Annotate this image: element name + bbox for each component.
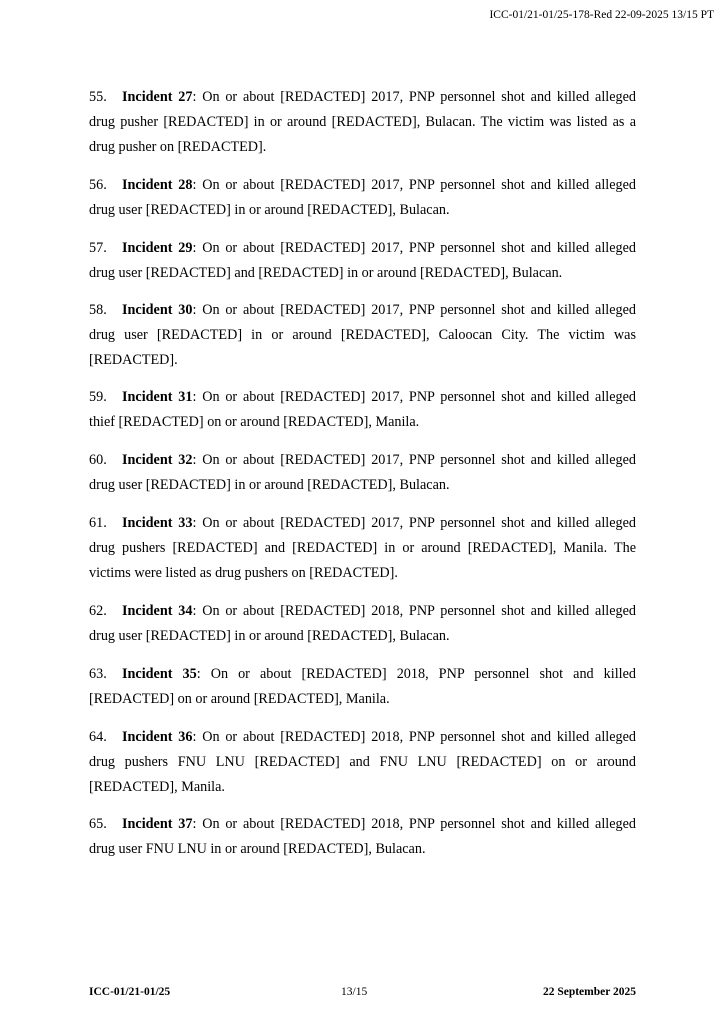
- paragraph-text: : On or about [REDACTED] 2018, PNP personnel shot and killed alleged drug user FNU LNU in or around [REDACTED], Bulacan.: [89, 816, 637, 857]
- paragraph-60: [89, 448, 636, 498]
- paragraph-text: : On or about [REDACTED] 2017, PNP personnel shot and killed alleged thief [REDACTED] on or around [REDACTED], Manila.: [89, 389, 637, 430]
- page-footer: [89, 986, 636, 1002]
- paragraph-62: [89, 599, 636, 649]
- paragraph-55: [89, 85, 636, 160]
- paragraph-number: 61.: [89, 515, 107, 531]
- paragraph-text: : On or about [REDACTED] 2018, PNP personnel shot and killed [REDACTED] on or around [REDACTED], Manila.: [89, 666, 636, 707]
- paragraph-text: : On or about [REDACTED] 2018, PNP personnel shot and killed alleged drug pushers FNU LNU [REDACTED] and FNU LNU [REDACTED] on or around [REDACTED], Manila.: [89, 729, 637, 795]
- paragraph-number: 57.: [89, 240, 107, 256]
- paragraph-56: [89, 173, 636, 223]
- incident-label: Incident 36: [122, 729, 193, 745]
- paragraph-59: [89, 385, 636, 435]
- paragraph-65: [89, 812, 636, 862]
- paragraph-number: 55.: [89, 89, 107, 105]
- paragraph-63: [89, 662, 636, 712]
- incident-label: Incident 33: [122, 515, 193, 531]
- paragraph-text: : On or about [REDACTED] 2017, PNP personnel shot and killed alleged drug user [REDACTED] and [REDACTED] in or around [REDACTED], Bulacan.: [89, 240, 637, 281]
- paragraph-number: 59.: [89, 389, 107, 405]
- footer-page-number: 13/15: [341, 986, 368, 998]
- paragraph-number: 62.: [89, 603, 107, 619]
- incident-label: Incident 29: [122, 240, 193, 256]
- paragraph-number: 58.: [89, 302, 107, 318]
- incident-label: Incident 30: [122, 302, 193, 318]
- footer-case-number: ICC-01/21-01/25: [89, 986, 171, 998]
- incident-label: Incident 37: [122, 816, 193, 832]
- incident-label: Incident 35: [122, 666, 197, 682]
- incident-label: Incident 28: [122, 177, 193, 193]
- paragraph-number: 65.: [89, 816, 107, 832]
- incident-label: Incident 31: [122, 389, 193, 405]
- paragraph-text: : On or about [REDACTED] 2017, PNP personnel shot and killed alleged drug user [REDACTED] in or around [REDACTED], Caloocan City. The victim was [REDACTED].: [89, 302, 637, 368]
- paragraph-number: 60.: [89, 452, 107, 468]
- document-reference-header: ICC-01/21-01/25-178-Red 22-09-2025 13/15 PT: [489, 9, 714, 21]
- paragraph-61: [89, 511, 636, 586]
- incident-label: Incident 32: [122, 452, 193, 468]
- paragraph-text: : On or about [REDACTED] 2017, PNP personnel shot and killed alleged drug user [REDACTED] in or around [REDACTED], Bulacan.: [89, 177, 637, 218]
- incident-label: Incident 27: [122, 89, 193, 105]
- footer-date: 22 September 2025: [542, 986, 636, 998]
- paragraph-number: 63.: [89, 666, 107, 682]
- paragraph-64: [89, 725, 636, 800]
- paragraph-58: [89, 298, 636, 373]
- paragraph-57: [89, 236, 636, 286]
- document-body: [89, 85, 636, 875]
- paragraph-number: 64.: [89, 729, 107, 745]
- paragraph-text: : On or about [REDACTED] 2018, PNP personnel shot and killed alleged drug user [REDACTED] in or around [REDACTED], Bulacan.: [89, 603, 637, 644]
- paragraph-number: 56.: [89, 177, 107, 193]
- paragraph-text: : On or about [REDACTED] 2017, PNP personnel shot and killed alleged drug pusher [REDACTED] in or around [REDACTED], Bulacan. The victim was listed as a drug pusher on [REDACTED].: [89, 89, 637, 155]
- paragraph-text: : On or about [REDACTED] 2017, PNP personnel shot and killed alleged drug user [REDACTED] in or around [REDACTED], Bulacan.: [89, 452, 637, 493]
- paragraph-text: : On or about [REDACTED] 2017, PNP personnel shot and killed alleged drug pushers [REDACTED] and [REDACTED] in or around [REDACTED], Manila. The victims were listed as drug pushers on [REDACTED].: [89, 515, 637, 581]
- incident-label: Incident 34: [122, 603, 193, 619]
